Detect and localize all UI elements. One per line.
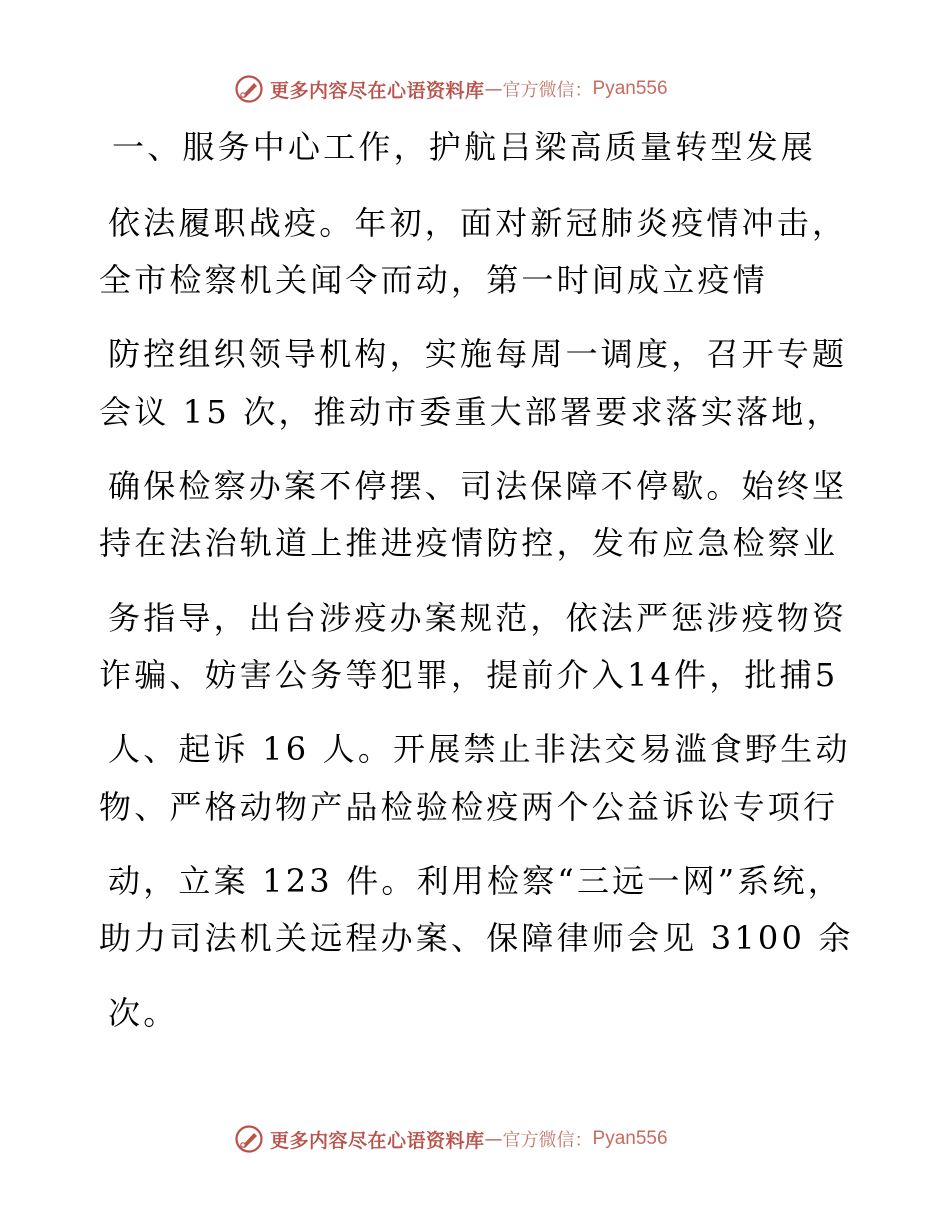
section-heading: 一、服务中心工作，护航吕梁高质量转型发展 — [112, 128, 817, 166]
paragraph-line: 诈骗、妨害公务等犯罪，提前介入14件，批捕5 — [99, 656, 839, 694]
watermark-main-text: 更多内容尽在心语资料库 — [270, 1129, 485, 1152]
paragraph-line: 全市检察机关闻令而动，第一时间成立疫情 — [99, 261, 768, 299]
paragraph-line: 确保检察办案不停摆、司法保障不停歇。始终坚 — [108, 467, 848, 505]
brush-pen-logo-icon — [234, 1124, 264, 1154]
paragraph-line: 人、起诉 16 人。开展禁止非法交易滥食野生动 — [108, 730, 851, 768]
watermark-account: Pyan556 — [592, 78, 668, 99]
watermark-main-text: 更多内容尽在心语资料库 — [270, 79, 485, 102]
brush-pen-logo-icon — [234, 74, 264, 104]
paragraph-line: 动，立案 123 件。利用检察“三远一网”系统， — [108, 862, 843, 900]
paragraph-line: 依法履职战疫。年初，面对新冠肺炎疫情冲击， — [108, 204, 848, 242]
watermark-dash: — — [484, 78, 503, 100]
paragraph-line: 会议 15 次，推动市委重大部署要求落实落地， — [99, 393, 842, 431]
paragraph-line: 务指导，出台涉疫办案规范，依法严惩涉疫物资 — [108, 599, 848, 637]
paragraph-line: 物、严格动物产品检验检疫两个公益诉讼专项行 — [99, 788, 839, 826]
paragraph-line: 持在法治轨道上推进疫情防控，发布应急检察业 — [99, 524, 839, 562]
watermark-account: Pyan556 — [592, 1128, 668, 1149]
watermark-dash: — — [484, 1128, 503, 1150]
watermark-header — [234, 72, 668, 106]
paragraph-line: 次。 — [108, 994, 179, 1032]
watermark-footer — [234, 1122, 668, 1156]
watermark-label: 官方微信： — [502, 80, 593, 101]
paragraph-line: 助力司法机关远程办案、保障律师会见 3100 余 — [99, 919, 854, 957]
paragraph-line: 防控组织领导机构，实施每周一调度，召开专题 — [108, 335, 848, 373]
watermark-label: 官方微信： — [502, 1130, 593, 1151]
